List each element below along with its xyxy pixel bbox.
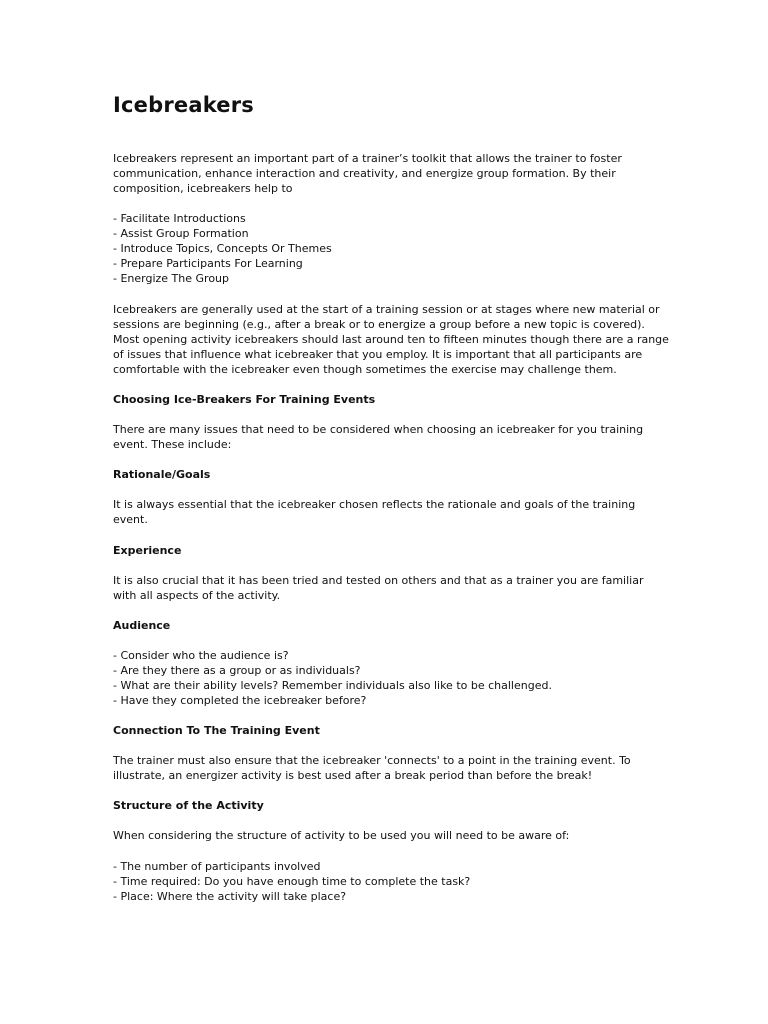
section-heading-experience: Experience [113, 544, 182, 557]
list-item: - Introduce Topics, Concepts Or Themes [113, 242, 332, 255]
usage-paragraph [113, 302, 673, 377]
connection-line: The trainer must also ensure that the icebreaker 'connects' to a point in the training event. To [113, 754, 631, 767]
section-heading-audience: Audience [113, 619, 171, 632]
rationale-line: event. [113, 513, 148, 526]
list-item: - Energize The Group [113, 272, 230, 285]
list-item: - Assist Group Formation [113, 227, 249, 240]
list-item: - Time required: Do you have enough time to complete the task? [113, 875, 471, 888]
choosing-line: event. These include: [113, 438, 232, 451]
intro-line: Icebreakers represent an important part of a trainer’s toolkit that allows the trainer to foster [113, 152, 622, 165]
intro-line: composition, icebreakers help to [113, 182, 293, 195]
section-heading-choosing: Choosing Ice-Breakers For Training Events [113, 393, 376, 406]
list-item: - The number of participants involved [113, 860, 321, 873]
experience-paragraph [113, 573, 673, 603]
structure-list [113, 859, 673, 904]
structure-line: When considering the structure of activity to be used you will need to be aware of: [113, 829, 570, 842]
page-title: Icebreakers [113, 93, 255, 117]
list-item: - Prepare Participants For Learning [113, 257, 303, 270]
usage-line: sessions are beginning (e.g., after a break or to energize a group before a new topic is covered). [113, 318, 645, 331]
experience-line: with all aspects of the activity. [113, 589, 281, 602]
intro-line: communication, enhance interaction and creativity, and energize group formation. By their [113, 167, 616, 180]
list-item: - Are they there as a group or as individuals? [113, 664, 361, 677]
rationale-line: It is always essential that the icebreaker chosen reflects the rationale and goals of the training [113, 498, 636, 511]
usage-line: comfortable with the icebreaker even though sometimes the exercise may challenge them. [113, 363, 617, 376]
experience-line: It is also crucial that it has been tried and tested on others and that as a trainer you are familiar [113, 574, 644, 587]
structure-paragraph [113, 828, 673, 843]
list-item: - Consider who the audience is? [113, 649, 289, 662]
rationale-paragraph [113, 497, 673, 527]
usage-line: of issues that influence what icebreaker that you employ. It is important that all participants are [113, 348, 643, 361]
section-heading-structure: Structure of the Activity [113, 799, 264, 812]
section-heading-rationale: Rationale/Goals [113, 468, 211, 481]
connection-paragraph [113, 753, 673, 783]
list-item: - Have they completed the icebreaker before? [113, 694, 367, 707]
choosing-paragraph [113, 422, 673, 452]
usage-line: Icebreakers are generally used at the start of a training session or at stages where new material or [113, 303, 660, 316]
choosing-line: There are many issues that need to be considered when choosing an icebreaker for you training [113, 423, 644, 436]
list-item: - What are their ability levels? Remember individuals also like to be challenged. [113, 679, 552, 692]
list-item: - Facilitate Introductions [113, 212, 246, 225]
list-item: - Place: Where the activity will take place? [113, 890, 347, 903]
intro-paragraph [113, 151, 673, 196]
connection-line: illustrate, an energizer activity is best used after a break period than before the break! [113, 769, 593, 782]
usage-line: Most opening activity icebreakers should last around ten to fifteen minutes though there are a range [113, 333, 669, 346]
audience-list [113, 648, 673, 708]
purposes-list [113, 211, 673, 286]
section-heading-connection: Connection To The Training Event [113, 724, 320, 737]
